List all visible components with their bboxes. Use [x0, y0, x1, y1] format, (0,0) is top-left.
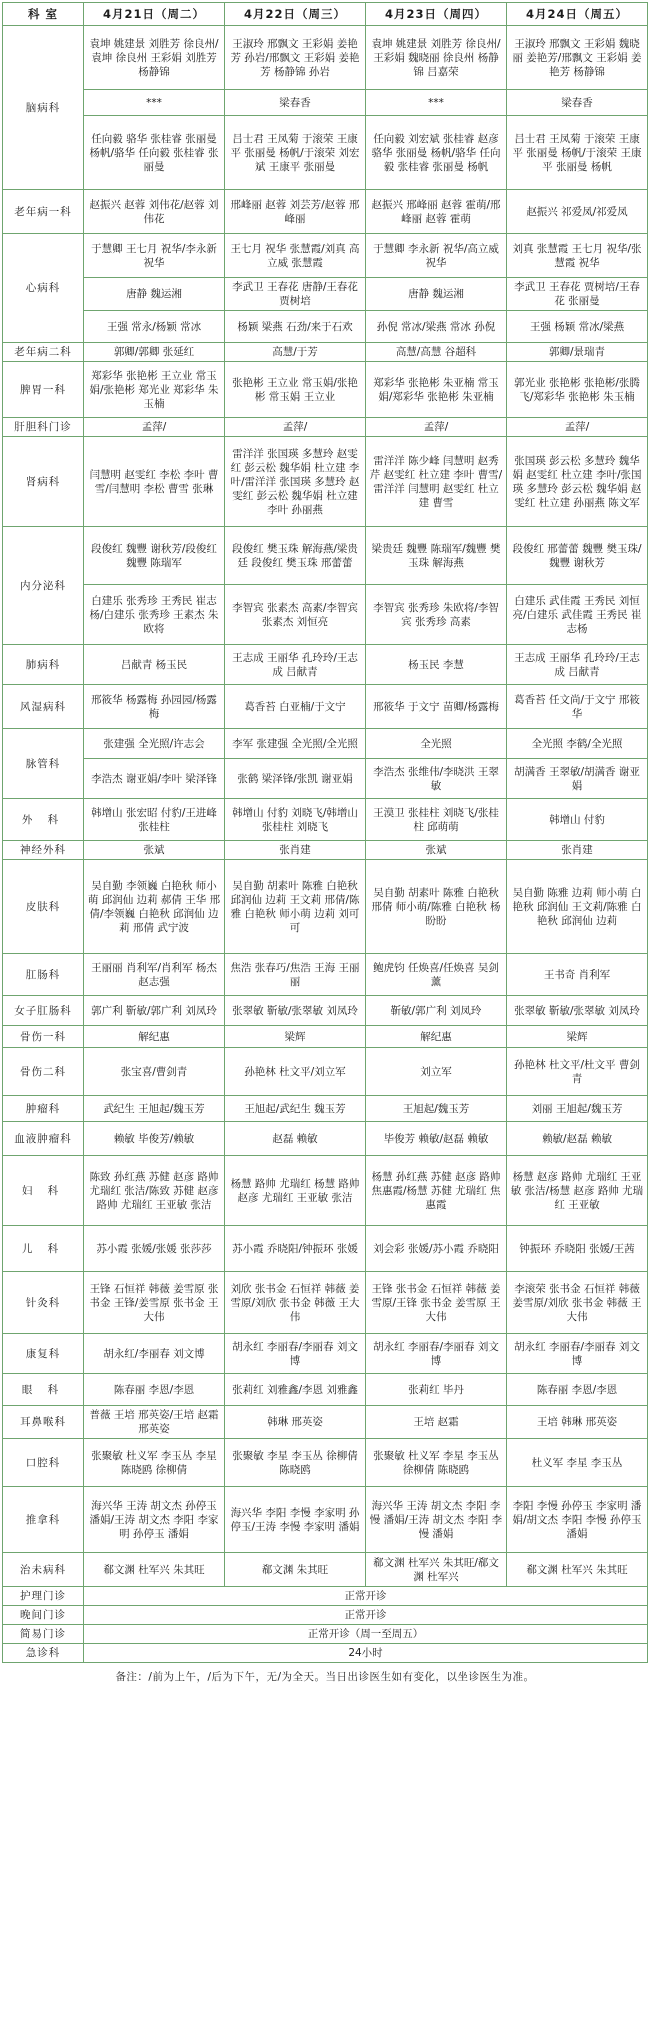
schedule-cell: 王旭起/魏玉芳 [366, 1096, 507, 1122]
schedule-cell: 鲍虎钧 任焕喜/任焕喜 吴剑薰 [366, 954, 507, 996]
column-header-day-4: 4月24日（周五） [507, 3, 648, 26]
schedule-cell: 孙倪 常冰/梁燕 常冰 孙倪 [366, 311, 507, 343]
table-row [3, 729, 648, 759]
schedule-cell: 张肖建 [507, 841, 648, 860]
schedule-cell: 袁坤 姚建景 刘胜芳 徐良州/王彩娟 魏晓丽 徐良州 杨静锦 吕嘉荣 [366, 26, 507, 90]
schedule-cell: 梁贵廷 魏豐 陈瑞军/魏豐 樊玉珠 解海燕 [366, 527, 507, 585]
table-row [3, 527, 648, 585]
schedule-cell: 王培 赵霜 [366, 1406, 507, 1439]
schedule-cell: 刘真 张慧霞 王七月 祝华/张慧霞 祝华 [507, 234, 648, 278]
schedule-cell: 张鹤 梁泽锋/张凯 谢亚娟 [225, 759, 366, 799]
schedule-cell: 于慧卿 李永新 祝华/高立威 祝华 [366, 234, 507, 278]
table-row [3, 311, 648, 343]
table-row [3, 1606, 648, 1625]
schedule-cell: 杨慧 赵彦 路帅 尤瑞红 王亚敏 张洁/杨慧 赵彦 路帅 尤瑞红 王亚敏 [507, 1156, 648, 1226]
schedule-cell: 胡满香 王翠敏/胡满香 谢亚娟 [507, 759, 648, 799]
schedule-cell: 赖敏 毕俊芳/赖敏 [84, 1122, 225, 1156]
table-row [3, 1226, 648, 1272]
schedule-cell: 雷洋洋 张国瑛 多慧玲 赵雯红 彭云松 魏华娟 杜立建 李叶/雷洋洋 张国瑛 多慧玲 赵雯红 彭云松 魏华娟 杜立建 李叶 孙丽燕 [225, 437, 366, 527]
schedule-cell: 孟萍/ [507, 418, 648, 437]
schedule-page [2, 2, 648, 1684]
table-row [3, 90, 648, 116]
schedule-cell: 刘丽 王旭起/魏玉芳 [507, 1096, 648, 1122]
schedule-cell: 胡永红 李丽春/李丽春 刘文博 [507, 1334, 648, 1374]
schedule-cell: 张肖建 [225, 841, 366, 860]
schedule-cell: 全光照 [366, 729, 507, 759]
schedule-cell: 王锋 石恒祥 韩薇 姜雪原 张书金 王锋/姜雪原 张书金 王大伟 [84, 1272, 225, 1334]
schedule-cell: 张聚敏 杜义军 李星 李玉丛 徐柳倩 陈晓鸥 [366, 1439, 507, 1487]
schedule-cell: 李浩杰 谢亚娟/李叶 梁泽锋 [84, 759, 225, 799]
table-row [3, 1334, 648, 1374]
schedule-cell: 孙艳林 杜文平/刘立军 [225, 1048, 366, 1096]
schedule-body [3, 26, 648, 1663]
schedule-cell: 段俊红 樊玉珠 解海燕/梁贵廷 段俊红 樊玉珠 邢蕾蕾 [225, 527, 366, 585]
schedule-cell: 王强 杨颖 常冰/梁燕 [507, 311, 648, 343]
schedule-cell: 张国瑛 彭云松 多慧玲 魏华娟 赵雯红 杜立建 李叶/张国瑛 多慧玲 彭云松 魏华娟 赵雯红 杜立建 孙丽燕 陈文军 [507, 437, 648, 527]
table-row [3, 860, 648, 954]
schedule-cell: 孟萍/ [366, 418, 507, 437]
table-row [3, 1048, 648, 1096]
department-name: 脑病科 [3, 26, 84, 190]
table-row [3, 1587, 648, 1606]
schedule-cell: 苏小霞 乔晓阳/钟振环 张媛 [225, 1226, 366, 1272]
schedule-cell: 吴自勤 李领巍 白艳秋 师小萌 邱润仙 边莉 郝倩 王华 邢倩/李领巍 白艳秋 邱润仙 边莉 邢倩 武宁波 [84, 860, 225, 954]
schedule-cell: 吴自勤 胡素叶 陈雅 白艳秋 邱润仙 边莉 王文莉 邢倩/陈雅 白艳秋 师小萌 边莉 刘可可 [225, 860, 366, 954]
schedule-cell: 孟萍/ [84, 418, 225, 437]
schedule-cell: 赵振兴 赵蓉 刘伟花/赵蓉 刘伟花 [84, 190, 225, 234]
schedule-cell: 葛香苔 任文尚/于文宁 邢筱华 [507, 685, 648, 729]
column-header-day-3: 4月23日（周四） [366, 3, 507, 26]
table-row [3, 1487, 648, 1553]
doctor-schedule-table [2, 2, 648, 1663]
schedule-cell: 邢筱华 于文宁 苗卿/杨露梅 [366, 685, 507, 729]
schedule-cell: 任向毅 刘宏斌 张桂睿 赵彦 骆华 张丽曼 杨帆/骆华 任向毅 张桂睿 张丽曼 杨帆 [366, 116, 507, 190]
department-name: 妇 科 [3, 1156, 84, 1226]
schedule-cell: 刘立军 [366, 1048, 507, 1096]
schedule-cell: 解纪惠 [366, 1026, 507, 1048]
table-row [3, 585, 648, 645]
table-row [3, 343, 648, 362]
schedule-cell: 海兴华 王涛 胡文杰 李阳 李慢 潘娟/王涛 胡文杰 李阳 李慢 潘娟 [366, 1487, 507, 1553]
schedule-cell: 王丽丽 肖利军/肖利军 杨杰 赵志强 [84, 954, 225, 996]
schedule-cell: 韩增山 付豹 [507, 799, 648, 841]
schedule-cell: 郗文渊 杜军兴 朱其旺 [84, 1553, 225, 1587]
table-row [3, 1122, 648, 1156]
table-row [3, 26, 648, 90]
department-name: 骨伤二科 [3, 1048, 84, 1096]
department-name: 肛肠科 [3, 954, 84, 996]
table-row [3, 278, 648, 311]
department-name: 骨伤一科 [3, 1026, 84, 1048]
schedule-cell: 王锋 张书金 石恒祥 韩薇 姜雪原/王锋 张书金 姜雪原 王大伟 [366, 1272, 507, 1334]
schedule-cell: 钟振环 乔晓阳 张媛/王茜 [507, 1226, 648, 1272]
table-row [3, 1406, 648, 1439]
schedule-cell: 陈致 孙红燕 苏健 赵彦 路帅 尤瑞红 张洁/陈致 苏健 赵彦 路帅 尤瑞红 王亚敏 张洁 [84, 1156, 225, 1226]
schedule-cell: 李阳 李慢 孙停玉 李家明 潘娟/胡文杰 李阳 李慢 孙停玉 潘娟 [507, 1487, 648, 1553]
table-row [3, 1096, 648, 1122]
schedule-cell: 郭光业 张艳彬 张艳彬/张腾飞/郑彩华 张艳彬 朱玉楠 [507, 362, 648, 418]
column-header-department: 科 室 [3, 3, 84, 26]
table-row [3, 190, 648, 234]
schedule-cell: 张翠敏 靳敏/张翠敏 刘凤玲 [225, 996, 366, 1026]
department-name: 内分泌科 [3, 527, 84, 645]
department-name: 女子肛肠科 [3, 996, 84, 1026]
schedule-cell: 吴自勤 胡素叶 陈雅 白艳秋 邢倩 师小萌/陈雅 白艳秋 杨盼盼 [366, 860, 507, 954]
schedule-cell: 吕献青 杨玉民 [84, 645, 225, 685]
column-header-day-1: 4月21日（周二） [84, 3, 225, 26]
schedule-cell: 王淑玲 邢飘文 王彩娟 魏晓丽 姜艳芳/邢飘文 王彩娟 姜艳芳 杨静锦 [507, 26, 648, 90]
department-name: 推拿科 [3, 1487, 84, 1553]
department-name: 康复科 [3, 1334, 84, 1374]
table-row [3, 685, 648, 729]
schedule-cell: 唐静 魏运湘 [366, 278, 507, 311]
table-row [3, 1439, 648, 1487]
schedule-cell: 孟萍/ [225, 418, 366, 437]
department-name: 老年病二科 [3, 343, 84, 362]
schedule-cell: 梁辉 [507, 1026, 648, 1048]
department-name: 风湿病科 [3, 685, 84, 729]
schedule-cell: 杜义军 李星 李玉丛 [507, 1439, 648, 1487]
schedule-cell: 韩增山 付豹 刘晓飞/韩增山 张桂柱 刘晓飞 [225, 799, 366, 841]
department-name: 脉管科 [3, 729, 84, 799]
schedule-cell: 胡永红 李丽春/李丽春 刘文博 [225, 1334, 366, 1374]
table-row [3, 362, 648, 418]
schedule-cell: 高慧/于芳 [225, 343, 366, 362]
schedule-cell: 王志成 王丽华 孔玲玲/王志成 吕献青 [225, 645, 366, 685]
schedule-cell: 赵磊 赖敏 [225, 1122, 366, 1156]
schedule-cell: 李智宾 张素杰 高素/李智宾 张素杰 刘恒亮 [225, 585, 366, 645]
schedule-cell: 杨玉民 李慧 [366, 645, 507, 685]
schedule-cell: 全光照 李鹤/全光照 [507, 729, 648, 759]
table-row [3, 1553, 648, 1587]
department-name: 口腔科 [3, 1439, 84, 1487]
schedule-cell: 梁辉 [225, 1026, 366, 1048]
schedule-cell: 赖敏/赵磊 赖敏 [507, 1122, 648, 1156]
department-name: 血液肿瘤科 [3, 1122, 84, 1156]
schedule-cell: 梁春香 [225, 90, 366, 116]
schedule-cell: 王强 常永/杨颖 常冰 [84, 311, 225, 343]
schedule-cell: 正常开诊 [84, 1587, 648, 1606]
schedule-cell: 袁坤 姚建景 刘胜芳 徐良州/袁坤 徐良州 王彩娟 刘胜芳 杨静锦 [84, 26, 225, 90]
schedule-cell: 杨慧 孙红燕 苏健 赵彦 路帅 焦惠霞/杨慧 苏健 尤瑞红 焦惠霞 [366, 1156, 507, 1226]
schedule-cell: 郑彩华 张艳彬 朱亚楠 常玉娟/郑彩华 张艳彬 朱亚楠 [366, 362, 507, 418]
schedule-cell: 张聚敏 杜义军 李玉丛 李星 陈晓鸥 徐柳倩 [84, 1439, 225, 1487]
schedule-cell: 刘会彩 张媛/苏小霞 乔晓阳 [366, 1226, 507, 1272]
schedule-cell: 陈春丽 李恩/李恩 [84, 1374, 225, 1406]
table-row [3, 645, 648, 685]
schedule-cell: 高慧/高慧 谷超科 [366, 343, 507, 362]
schedule-cell: 苏小霞 张媛/张媛 张莎莎 [84, 1226, 225, 1272]
department-name: 晚间门诊 [3, 1606, 84, 1625]
schedule-cell: 段俊红 魏豐 谢秋芳/段俊红 魏豐 陈瑞军 [84, 527, 225, 585]
table-row [3, 116, 648, 190]
schedule-cell: 韩增山 张宏昭 付豹/王进峰 张桂柱 [84, 799, 225, 841]
schedule-cell: 郑彩华 张艳彬 王立业 常玉娟/张艳彬 郑光业 郑彩华 朱玉楠 [84, 362, 225, 418]
department-name: 心病科 [3, 234, 84, 343]
table-row [3, 1374, 648, 1406]
table-row [3, 1156, 648, 1226]
schedule-cell: 毕俊芳 赖敏/赵磊 赖敏 [366, 1122, 507, 1156]
schedule-cell: 焦浩 张春巧/焦浩 王海 王丽丽 [225, 954, 366, 996]
table-row [3, 418, 648, 437]
schedule-cell: 郭卿/景瑞青 [507, 343, 648, 362]
schedule-cell: 梁春香 [507, 90, 648, 116]
schedule-cell: 24小时 [84, 1644, 648, 1663]
schedule-cell: 张聚敏 李星 李玉丛 徐柳倩 陈晓鸥 [225, 1439, 366, 1487]
header-row [3, 3, 648, 26]
schedule-cell: 王志成 王丽华 孔玲玲/王志成 吕献青 [507, 645, 648, 685]
schedule-cell: 郗文渊 朱其旺 [225, 1553, 366, 1587]
column-header-day-2: 4月22日（周三） [225, 3, 366, 26]
department-name: 外 科 [3, 799, 84, 841]
department-name: 耳鼻喉科 [3, 1406, 84, 1439]
department-name: 神经外科 [3, 841, 84, 860]
schedule-cell: 李武卫 王春花 贾树培/王春花 张丽曼 [507, 278, 648, 311]
schedule-cell: 海兴华 李阳 李慢 李家明 孙停玉/王涛 李慢 李家明 潘娟 [225, 1487, 366, 1553]
schedule-cell: 正常开诊 [84, 1606, 648, 1625]
schedule-cell: 张斌 [366, 841, 507, 860]
schedule-cell: 孙艳林 杜文平/杜文平 曹剑青 [507, 1048, 648, 1096]
department-name: 简易门诊 [3, 1625, 84, 1644]
schedule-cell: 邢峰丽 赵蓉 刘芸芳/赵蓉 邢峰丽 [225, 190, 366, 234]
schedule-cell: 李智宾 张秀珍 朱欧将/李智宾 张秀珍 高素 [366, 585, 507, 645]
schedule-cell: 王漠卫 张桂柱 刘晓飞/张桂柱 邱萌萌 [366, 799, 507, 841]
schedule-cell: 杨颖 梁燕 石劲/来于石欢 [225, 311, 366, 343]
department-name: 肿瘤科 [3, 1096, 84, 1122]
schedule-cell: 郭卿/郭卿 张延红 [84, 343, 225, 362]
department-name: 皮肤科 [3, 860, 84, 954]
schedule-cell: 王七月 祝华 张慧霞/刘真 高立威 张慧霞 [225, 234, 366, 278]
schedule-cell: 张莉红 刘雅鑫/李恩 刘雅鑫 [225, 1374, 366, 1406]
schedule-cell: 王培 韩琳 邢英姿 [507, 1406, 648, 1439]
table-row [3, 954, 648, 996]
schedule-cell: 张翠敏 靳敏/张翠敏 刘凤玲 [507, 996, 648, 1026]
table-row [3, 1625, 648, 1644]
schedule-cell: 解纪惠 [84, 1026, 225, 1048]
schedule-cell: 王书奇 肖利军 [507, 954, 648, 996]
table-row [3, 759, 648, 799]
schedule-cell: 韩琳 邢英姿 [225, 1406, 366, 1439]
schedule-cell: 吕士君 王凤菊 于滚荣 王康平 张丽曼 杨帆/于滚荣 刘宏斌 王康平 张丽曼 [225, 116, 366, 190]
department-name: 针灸科 [3, 1272, 84, 1334]
schedule-cell: 白建乐 武佳霞 王秀民 刘恒亮/白建乐 武佳霞 王秀民 崔志杨 [507, 585, 648, 645]
schedule-cell: 张莉红 毕丹 [366, 1374, 507, 1406]
schedule-cell: 张斌 [84, 841, 225, 860]
schedule-cell: 郗文渊 杜军兴 朱其旺/郗文渊 杜军兴 [366, 1553, 507, 1587]
department-name: 肝胆科门诊 [3, 418, 84, 437]
schedule-cell: 赵振兴 祁爱凤/祁爱凤 [507, 190, 648, 234]
schedule-cell: 雷洋洋 陈少峰 闫慧明 赵秀芹 赵雯红 杜立建 李叶 曹雪/雷洋洋 闫慧明 赵雯红 杜立建 曹雪 [366, 437, 507, 527]
schedule-cell: 任向毅 骆华 张桂睿 张丽曼 杨帆/骆华 任向毅 张桂睿 张丽曼 [84, 116, 225, 190]
table-row [3, 996, 648, 1026]
schedule-cell: 胡永红 李丽春/李丽春 刘文博 [366, 1334, 507, 1374]
schedule-cell: 张建强 全光照/许志会 [84, 729, 225, 759]
schedule-cell: 吴自勤 陈雅 边莉 师小萌 白艳秋 邱润仙 王文莉/陈雅 白艳秋 邱润仙 边莉 [507, 860, 648, 954]
schedule-cell: 李浩杰 张维伟/李晓洪 王翠敏 [366, 759, 507, 799]
table-row [3, 799, 648, 841]
department-name: 治未病科 [3, 1553, 84, 1587]
schedule-cell: 武纪生 王旭起/魏玉芳 [84, 1096, 225, 1122]
table-row [3, 1644, 648, 1663]
schedule-cell: 吕士君 王凤菊 于滚荣 王康平 张丽曼 杨帆/于滚荣 王康平 张丽曼 杨帆 [507, 116, 648, 190]
schedule-cell: 胡永红/李丽春 刘文博 [84, 1334, 225, 1374]
schedule-cell: *** [84, 90, 225, 116]
schedule-cell: 张艳彬 王立业 常玉娟/张艳彬 常玉娟 王立业 [225, 362, 366, 418]
schedule-cell: 郗文渊 杜军兴 朱其旺 [507, 1553, 648, 1587]
schedule-cell: 于慧卿 王七月 祝华/李永新 祝华 [84, 234, 225, 278]
department-name: 老年病一科 [3, 190, 84, 234]
schedule-cell: 李军 张建强 全光照/全光照 [225, 729, 366, 759]
department-name: 急诊科 [3, 1644, 84, 1663]
department-name: 脾胃一科 [3, 362, 84, 418]
schedule-cell: 段俊红 邢蕾蕾 魏豐 樊玉珠/魏豐 谢秋芳 [507, 527, 648, 585]
schedule-cell: 李滚荣 张书金 石恒祥 韩薇 姜雪原/刘欣 张书金 韩薇 王大伟 [507, 1272, 648, 1334]
schedule-cell: 闫慧明 赵雯红 李松 李叶 曹雪/闫慧明 李松 曹雪 张琳 [84, 437, 225, 527]
schedule-cell: 刘欣 张书金 石恒祥 韩薇 姜雪原/刘欣 张书金 韩薇 王大伟 [225, 1272, 366, 1334]
schedule-cell: 白建乐 张秀珍 王秀民 崔志杨/白建乐 张秀珍 王素杰 朱欧将 [84, 585, 225, 645]
schedule-cell: 邢筱华 杨露梅 孙园园/杨露梅 [84, 685, 225, 729]
schedule-cell: 唐静 魏运湘 [84, 278, 225, 311]
schedule-cell: 杨慧 路帅 尤瑞红 杨慧 路帅 赵彦 尤瑞红 王亚敏 张洁 [225, 1156, 366, 1226]
department-name: 肾病科 [3, 437, 84, 527]
schedule-cell: 靳敏/郭广利 刘凤玲 [366, 996, 507, 1026]
department-name: 儿 科 [3, 1226, 84, 1272]
schedule-cell: 正常开诊（周一至周五） [84, 1625, 648, 1644]
table-row [3, 841, 648, 860]
department-name: 眼 科 [3, 1374, 84, 1406]
schedule-cell: 赵振兴 邢峰丽 赵蓉 霍萌/邢峰丽 赵蓉 霍萌 [366, 190, 507, 234]
department-name: 肺病科 [3, 645, 84, 685]
table-row [3, 1272, 648, 1334]
department-name: 护理门诊 [3, 1587, 84, 1606]
schedule-cell: 葛香苔 白亚楠/于文宁 [225, 685, 366, 729]
table-row [3, 234, 648, 278]
schedule-cell: 陈春丽 李恩/李恩 [507, 1374, 648, 1406]
schedule-cell: 王淑玲 邢飘文 王彩娟 姜艳芳 孙岩/邢飘文 王彩娟 姜艳芳 杨静锦 孙岩 [225, 26, 366, 90]
schedule-cell: 张宝喜/曹剑青 [84, 1048, 225, 1096]
schedule-cell: 郭广利 靳敏/郭广利 刘凤玲 [84, 996, 225, 1026]
schedule-cell: 王旭起/武纪生 魏玉芳 [225, 1096, 366, 1122]
schedule-cell: 海兴华 王涛 胡文杰 孙停玉 潘娟/王涛 胡文杰 李阳 李家明 孙停玉 潘娟 [84, 1487, 225, 1553]
table-row [3, 1026, 648, 1048]
footnote: 备注：/前为上午，/后为下午，无/为全天。当日出诊医生如有变化，以坐诊医生为准。 [115, 1671, 535, 1683]
schedule-cell: *** [366, 90, 507, 116]
table-row [3, 437, 648, 527]
schedule-cell: 李武卫 王春花 唐静/王春花 贾树培 [225, 278, 366, 311]
schedule-cell: 普薇 王培 邢英姿/王培 赵霜 邢英姿 [84, 1406, 225, 1439]
